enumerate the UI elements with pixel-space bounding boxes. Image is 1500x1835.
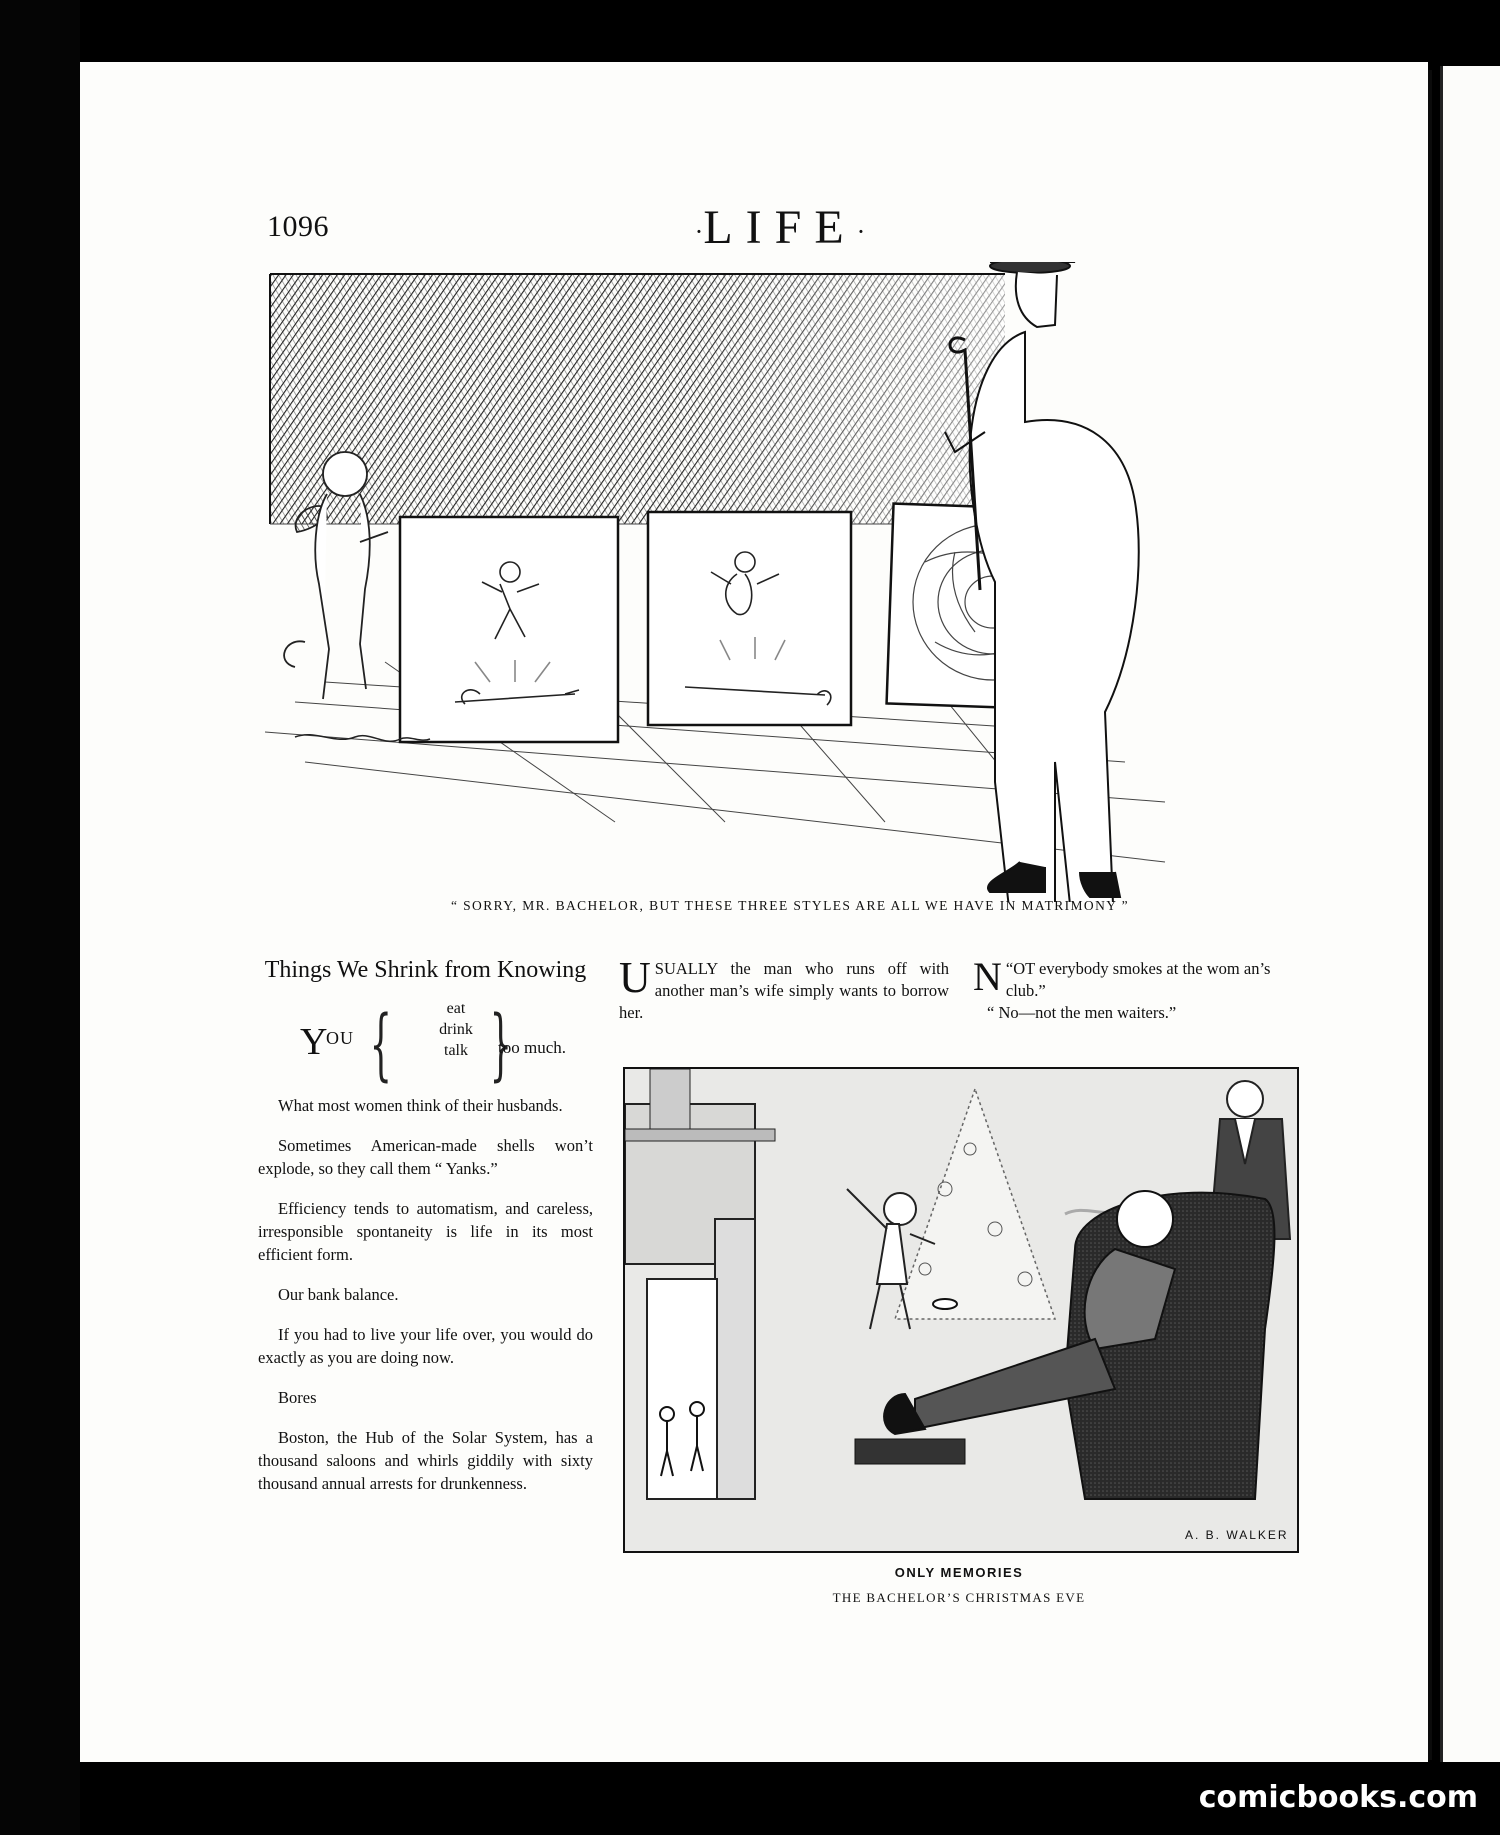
verb-talk: talk [444, 1042, 468, 1059]
paragraph: Boston, the Hub of the Solar System, has a thousand saloons and whirls giddily with sixty thousand annual arrests for drunkenness. [258, 1428, 593, 1493]
you-rest: OU [326, 1028, 354, 1048]
smallcaps-lead: SUALLY [654, 959, 718, 978]
you-initial: Y [300, 1021, 328, 1063]
verb-drink: drink [439, 1021, 473, 1038]
bottom-caption-subtitle: THE BACHELOR’S CHRISTMAS EVE [832, 1590, 1086, 1605]
right-joke [973, 954, 1303, 1024]
verb-eat: eat [446, 1000, 466, 1017]
christmas-eve-illustration [623, 1067, 1299, 1553]
article-title: Things We Shrink from Knowing [264, 957, 587, 983]
bottom-caption-title: ONLY MEMORIES [894, 1565, 1024, 1580]
you-tail: too much. [498, 1038, 566, 1057]
paragraph: Sometimes American-made shells won’t explode, so they call them “ Yanks.” [258, 1136, 593, 1178]
masthead: ·LIFE· [694, 201, 866, 254]
drop-cap: U [619, 953, 651, 1002]
middle-joke [619, 953, 949, 1024]
paragraph: Efficiency tends to automatism, and careless, irresponsible spontaneity is life in its most efficient form. [258, 1199, 593, 1264]
paragraph: If you had to live your life over, you would do exactly as you are doing now. [258, 1325, 593, 1367]
joke-line-1: OT everybody smokes at the wom an’s club.” [1005, 959, 1271, 1000]
paragraph: Bores [278, 1388, 317, 1407]
next-page-edge [1440, 66, 1500, 1762]
page-number: 1096 [267, 210, 329, 243]
paragraph: What most women think of their husbands. [278, 1096, 563, 1115]
joke-line-2: “ No—not the men waiters.” [987, 1003, 1177, 1022]
left-column [258, 955, 593, 1512]
paragraph: Our bank balance. [278, 1285, 399, 1304]
right-brace-icon: } [489, 1000, 512, 1090]
scan-left-edge [0, 0, 80, 1835]
top-cartoon-caption: “ SORRY, MR. BACHELOR, BUT THESE THREE STYLES ARE ALL WE HAVE IN MATRIMONY ” [450, 898, 1130, 913]
joke-text: the man who runs off with another man’s wife simply wants to borrow her. [619, 959, 949, 1022]
you-bracket-block [258, 998, 593, 1094]
left-brace-icon: { [369, 1000, 392, 1090]
artist-signature: A. B. WALKER [1185, 1528, 1289, 1542]
drop-cap: N [973, 954, 1002, 999]
site-watermark: comicbooks.com [1198, 1780, 1478, 1815]
bachelor-cartoon-illustration [265, 262, 1315, 902]
open-quote: “ [1005, 959, 1014, 978]
page-gutter [1428, 70, 1432, 1760]
masthead-title: LIFE [703, 201, 857, 254]
